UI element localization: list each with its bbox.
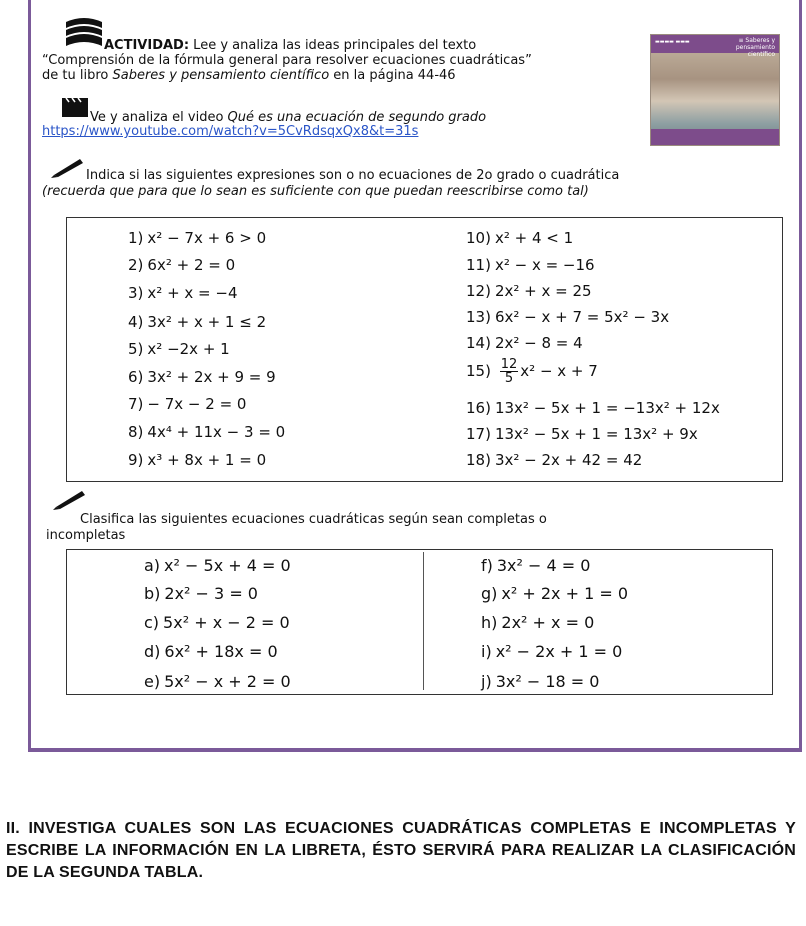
activity-line-1: ACTIVIDAD: Lee y analiza las ideas principales del texto bbox=[104, 38, 477, 53]
expression-item: 4) 3x² + x + 1 ≤ 2 bbox=[128, 313, 267, 331]
expression-item: 14) 2x² − 8 = 4 bbox=[466, 334, 583, 352]
pencil-icon bbox=[50, 156, 86, 178]
expression-item: 16) 13x² − 5x + 1 = −13x² + 12x bbox=[466, 399, 720, 417]
expression-item: 10) x² + 4 < 1 bbox=[466, 229, 574, 247]
expression-item: 5) x² −2x + 1 bbox=[128, 340, 230, 358]
equation-item: i) x² − 2x + 1 = 0 bbox=[481, 642, 623, 661]
equation-item: a) x² − 5x + 4 = 0 bbox=[144, 556, 291, 575]
equation-item: h) 2x² + x = 0 bbox=[481, 613, 595, 632]
equation-item: e) 5x² − x + 2 = 0 bbox=[144, 672, 291, 691]
equation-item: g) x² + 2x + 1 = 0 bbox=[481, 584, 629, 603]
expression-item: 7) − 7x − 2 = 0 bbox=[128, 395, 247, 413]
activity-line-3: de tu libro Saberes y pensamiento científico en la página 44-46 bbox=[42, 68, 456, 83]
expression-item: 3) x² + x = −4 bbox=[128, 284, 238, 302]
equation-item: f) 3x² − 4 = 0 bbox=[481, 556, 591, 575]
task2-line-1: Clasifica las siguientes ecuaciones cuadráticas según sean completas o bbox=[80, 512, 547, 527]
task1-line-2: (recuerda que para que lo sean es suficiente con que puedan reescribirse como tal) bbox=[42, 184, 589, 199]
activity-line-2: “Comprensión de la fórmula general para resolver ecuaciones cuadráticas” bbox=[42, 53, 532, 68]
expression-item: 13) 6x² − x + 7 = 5x² − 3x bbox=[466, 308, 670, 326]
task1-line-1: Indica si las siguientes expresiones son o no ecuaciones de 2o grado o cuadrática bbox=[86, 168, 620, 183]
equation-item: b) 2x² − 3 = 0 bbox=[144, 584, 258, 603]
expression-item: 8) 4x⁴ + 11x − 3 = 0 bbox=[128, 423, 286, 441]
expression-item: 17) 13x² − 5x + 1 = 13x² + 9x bbox=[466, 425, 698, 443]
book-cover-image: ▬▬▬▬ ▬▬▬ ≡ Saberes y pensamiento científico bbox=[650, 34, 780, 146]
expression-item: 12) 2x² + x = 25 bbox=[466, 282, 592, 300]
pencil-icon bbox=[52, 488, 88, 510]
expression-item: 1) x² − 7x + 6 > 0 bbox=[128, 229, 267, 247]
expression-item: 9) x³ + 8x + 1 = 0 bbox=[128, 451, 267, 469]
equation-item: j) 3x² − 18 = 0 bbox=[481, 672, 600, 691]
expression-item: 11) x² − x = −16 bbox=[466, 256, 595, 274]
expression-item: 15) $\frac{12}{5}$ x² − x + 7 bbox=[466, 357, 598, 386]
equation-item: d) 6x² + 18x = 0 bbox=[144, 642, 278, 661]
video-link[interactable]: https://www.youtube.com/watch?v=5CvRdsqxQx8&t=31s bbox=[42, 124, 419, 139]
task2-line-2: incompletas bbox=[46, 528, 126, 543]
clapperboard-icon bbox=[60, 96, 90, 118]
video-instruction: Ve y analiza el video Qué es una ecuación de segundo grado bbox=[90, 110, 487, 125]
equation-item: c) 5x² + x − 2 = 0 bbox=[144, 613, 290, 632]
expression-item: 6) 3x² + 2x + 9 = 9 bbox=[128, 368, 276, 386]
book-icon bbox=[64, 14, 104, 48]
fraction: $\frac{12}{5}$ bbox=[500, 357, 518, 386]
expression-item: 18) 3x² − 2x + 42 = 42 bbox=[466, 451, 643, 469]
expression-item: 2) 6x² + 2 = 0 bbox=[128, 256, 236, 274]
section-2-instruction: II. INVESTIGA CUALES SON LAS ECUACIONES CUADRÁTICAS COMPLETAS E INCOMPLETAS Y ESCRIBE LA INFORMACIÓN EN LA LIBRETA, ÉSTO SERVIRÁ PARA REALIZAR LA CLASIFICACIÓN DE LA SEGUNDA TABLA. bbox=[6, 820, 796, 881]
column-divider bbox=[423, 552, 424, 690]
book-cover-title: ≡ Saberes y pensamiento científico bbox=[735, 37, 775, 58]
